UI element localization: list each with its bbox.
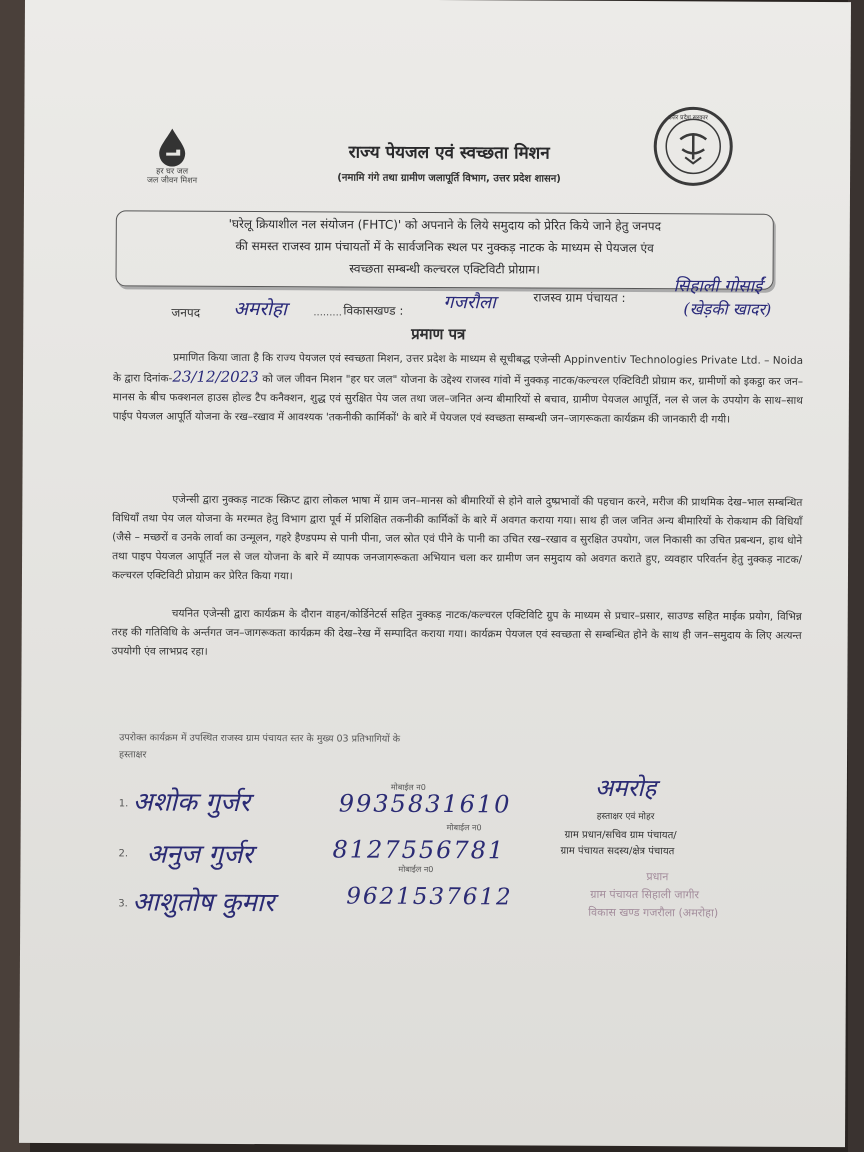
- participants-intro: उपरोक्त कार्यक्रम में उपस्थित राजस्व ग्राम पंचायत स्तर के मुख्य 03 प्रतिभागियों के हस्ताक्षर: [119, 732, 401, 761]
- district-dots: .........: [313, 307, 342, 319]
- certificate-paper: [19, 0, 851, 1147]
- panchayat-label: राजस्व ग्राम पंचायत :: [533, 290, 626, 305]
- banner-line-3: स्वच्छता सम्बन्धी कल्चरल एक्टिविटी प्रोग्राम।: [349, 261, 540, 277]
- stamp-line-3: विकास खण्ड गजरौला (अमरोहा): [588, 905, 719, 920]
- certificate-heading: प्रमाण पत्र: [411, 324, 466, 344]
- event-date: 23/12/2023: [172, 367, 259, 387]
- mobile-label-2: मोबाईल न0: [446, 823, 482, 833]
- panchayat-value-1: सिहाली गोसाईं: [673, 276, 763, 297]
- participant-mobile-2: 8127556781: [332, 835, 506, 865]
- row-num-3: 3.: [118, 898, 128, 910]
- logo-caption-1: हर घर जल: [156, 166, 189, 176]
- mission-subtitle: (नमामि गंगे तथा ग्रामीण जलापूर्ति विभाग, उत्तर प्रदेश शासन): [337, 172, 561, 185]
- seal-text: उत्तर प्रदेश सरकार: [668, 114, 708, 122]
- pradhan-signature: अमरोह: [594, 773, 657, 803]
- block-label: विकासखण्ड :: [343, 303, 404, 318]
- sign-seal-label: हस्ताक्षर एवं मोहर: [596, 811, 655, 823]
- signatory-label-2: ग्राम प्रधान/सचिव ग्राम पंचायत/: [564, 829, 677, 842]
- banner-line-2: की समस्त राजस्व ग्राम पंचायतों में के सार्वजनिक स्थल पर नुक्कड़ नाटक के माध्यम से पेयजल एंव: [235, 238, 654, 256]
- up-government-seal: [652, 105, 734, 187]
- participant-mobile-3: 9621537612: [346, 883, 513, 911]
- logo-caption-2: जल जीवन मिशन: [146, 175, 198, 185]
- row-num-1: 1.: [118, 798, 129, 810]
- body-paragraph-2: एजेन्सी द्वारा नुक्कड़ नाटक स्क्रिप्ट द्वारा लोकल भाषा में ग्राम जन–मानस को बीमारियों से होने वाले दुष्प्रभावों की पहचान करने, मरीज की प्राथमिक देख–भाल सम्बन्धित विधियाँ तथा पेय जल योजना के मरम्मत हेतु विभाग द्वारा पूर्व में प्रशिक्षित तकनीकी कार्मिकों के बारे में अवगत कराया गया। साथ ही जल जनित अन्य बीमारियों के रोकथाम की विधियाँ (जैसे – मच्छरों व उनके लार्वा का उन्मूलन, गहरे हैण्डपम्प से पानी पीना, जल स्रोत एवं पीने के पानी का उचित रख–रखाव व सुरक्षित उपयोग, जल निकासी का उचित प्रबन्धन, हाथ धोने तथा पाइप पेयजल आपूर्ति नल से जल योजना के बारे में व्यापक जनजागरूकता अभियान चला कर ग्रामीण जन समुदाय को अवगत कराते हुए, व्यवहार परिवर्तन हेतु नुक्कड़ नाटक/कल्चरल एक्टिविटी प्रोग्राम कर प्रेरित किया गया।: [111, 493, 803, 583]
- mission-title: राज्य पेयजल एवं स्वच्छता मिशन: [348, 142, 550, 164]
- row-num-2: 2.: [118, 848, 129, 860]
- p1-part-a: प्रमाणित किया जाता है कि राज्य पेयजल एवं स्वच्छता मिशन, उत्तर प्रदेश के माध्यम से सूचीबद्ध एजेन्सी: [173, 351, 561, 366]
- banner-line-1: 'घरेलू क्रियाशील नल संयोजन (FHTC)' को अपनाने के लिये समुदाय को प्रेरित किये जाने हेतु जनपद: [228, 216, 662, 234]
- mobile-label-3: मोबाईल न0: [398, 864, 434, 874]
- district-label: जनपद: [171, 305, 201, 320]
- mobile-label-1: मोबाईल न0: [390, 782, 426, 792]
- block-value: गजरौला: [443, 292, 496, 314]
- p1-part-b: Appinventiv Technologies Private Ltd. – Noida के द्वारा दिनांक-: [112, 353, 804, 385]
- participant-name-3: आशुतोष कुमार: [132, 887, 275, 919]
- participant-name-1: अशोक गुर्जर: [132, 787, 250, 819]
- signatory-label-3: ग्राम पंचायत सदस्य/क्षेत्र पंचायत: [560, 845, 675, 858]
- p1-part-c: को जल जीवन मिशन "हर घर जल" योजना के उद्देश्य राजस्व गांवो में नुक्कड़ नाटक/कल्चरल एक्टिविटी प्रोग्राम कर, ग्रामीणों को इकट्ठा कर जन–मानस के बीच फक्शनल हाउस होल्ड टैप कनैक्शन, शुद्ध एवं सुरक्षित पेय जल तथा जल–जनित अन्य बीमारियों से बचाव, ग्रामीण पेयजल आपूर्ति, नल से जल के उपयोग के साथ–साथ पाईप पेयजल आपूर्ति योजना के रख–रखाव में आवश्यक 'तकनीकी कार्मिकों' के बारे में पेयजल एवं स्वच्छता सम्बन्धी जन–जागरूकता कार्यक्रम की जानकारी दी गयी।: [112, 373, 804, 426]
- water-drop-icon: [155, 127, 189, 167]
- body-paragraph-1: [113, 348, 803, 430]
- har-ghar-jal-logo: [146, 126, 198, 184]
- district-value: अमरोहा: [233, 297, 288, 321]
- background-right: [848, 0, 864, 1152]
- body-paragraph-3: चयनित एजेन्सी द्वारा कार्यक्रम के दौरान वाहन/कोर्डिनेटर्स सहित नुक्कड़ नाटक/कल्चरल एक्टिविटि ग्रुप के माध्यम से प्रचार–प्रसार, साउण्ड सहित माईक प्रयोग, विभिन्न तरह की गतिविधि के अर्न्तगत जन–जागरूकता कार्यक्रम की देख–रेख में सम्पादित कराया गया। कार्यक्रम पेयजल एवं स्वच्छता से सम्बन्धित होने के साथ ही जन–समुदाय के लिए अत्यन्त उपयोगी एंव लाभप्रद रहा।: [111, 607, 802, 658]
- participant-name-2: अनुज गुर्जर: [146, 839, 254, 871]
- participant-mobile-1: 9935831610: [338, 789, 512, 819]
- stamp-line-2: ग्राम पंचायत सिहाली जागीर: [590, 887, 700, 902]
- panchayat-value-2: (खेड़की खादर): [683, 299, 772, 319]
- stamp-line-1: प्रधान: [646, 870, 669, 884]
